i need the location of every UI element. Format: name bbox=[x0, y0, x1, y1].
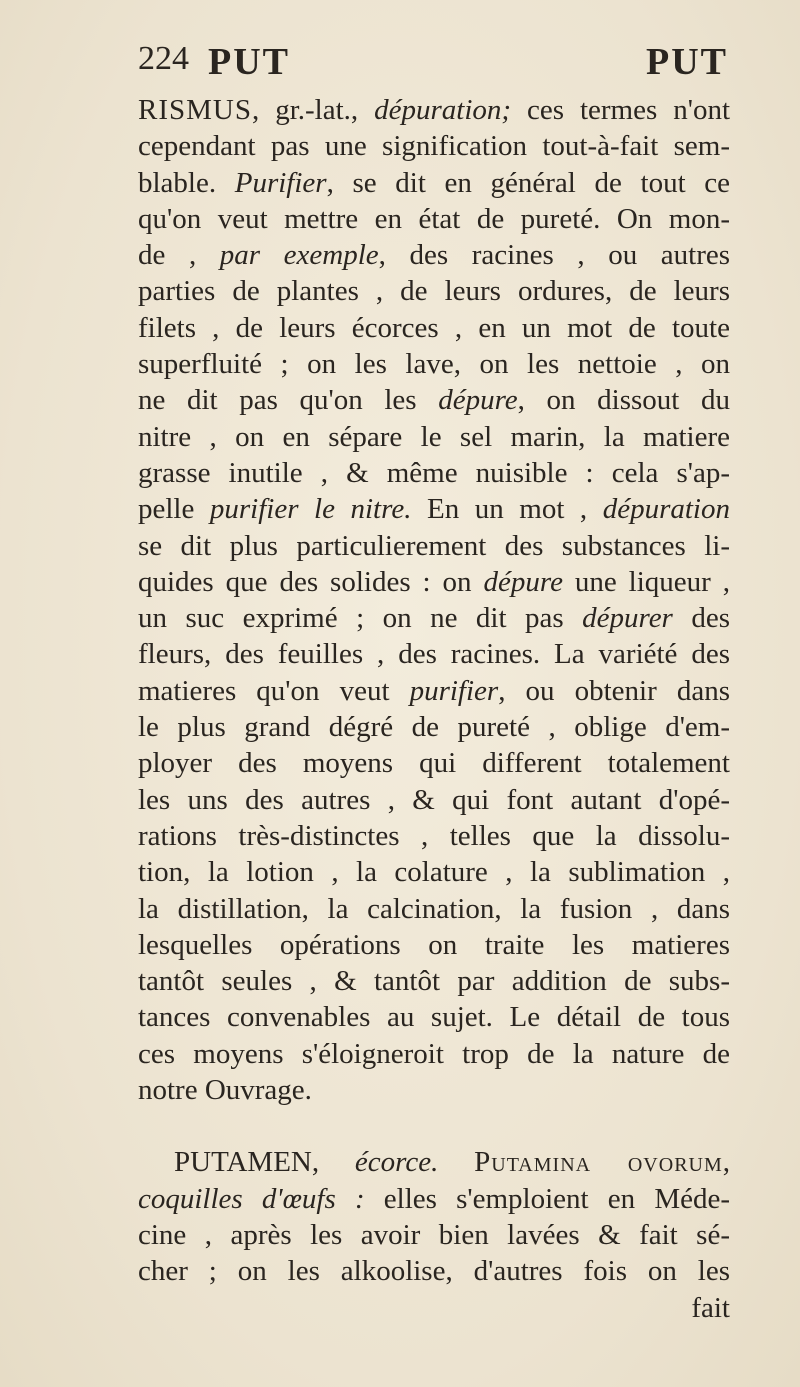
running-header bbox=[138, 40, 728, 92]
entry-headword: PUTAMEN, bbox=[174, 1146, 355, 1179]
text-line: ployer des moyens qui different totalement bbox=[138, 747, 730, 780]
text-line: coquilles d'œufs : elles s'emploient en Méde- bbox=[138, 1182, 731, 1215]
paragraph-rismus bbox=[138, 92, 730, 1108]
catchword: fait bbox=[691, 1291, 730, 1324]
text-line: PUTAMEN, écorce. Putamina ovorum, bbox=[174, 1146, 731, 1179]
text-line: blable. Purifier, se dit en général de tout ce bbox=[138, 166, 731, 199]
text-line: filets , de leurs écorces , en un mot de toute bbox=[138, 311, 730, 344]
right-running-head: PUT bbox=[646, 41, 728, 83]
text-line: nitre , on en sépare le sel marin, la matiere bbox=[138, 420, 730, 453]
text-line: tances convenables au sujet. Le détail de tous bbox=[138, 1001, 730, 1034]
text-line: ces moyens s'éloigneroit trop de la nature de bbox=[138, 1037, 730, 1070]
text-line: les uns des autres , & qui font autant d'opé- bbox=[138, 783, 730, 816]
text-line: quides que des solides : on dépure une liqueur , bbox=[138, 565, 731, 598]
page-number: 224 bbox=[138, 40, 189, 77]
text-line: pelle purifier le nitre. En un mot , dépuration bbox=[138, 493, 730, 526]
text-line: tantôt seules , & tantôt par addition de subs- bbox=[138, 965, 730, 998]
text-line: se dit plus particulierement des substances li- bbox=[138, 529, 730, 562]
text-line: ne dit pas qu'on les dépure, on dissout du bbox=[138, 384, 730, 417]
text-line: matieres qu'on veut purifier, ou obtenir dans bbox=[138, 674, 730, 707]
text-line: tion, la lotion , la colature , la sublimation , bbox=[138, 856, 730, 889]
text-line: RISMUS, gr.-lat., dépuration; ces termes n'ont bbox=[138, 94, 730, 126]
text-line: rations très-distinctes , telles que la dissolu- bbox=[138, 819, 730, 852]
text-line: lesquelles opérations on traite les matieres bbox=[138, 928, 730, 961]
text-line: de , par exemple, des racines , ou autres bbox=[138, 239, 731, 272]
text-line: un suc exprimé ; on ne dit pas dépurer des bbox=[138, 602, 730, 635]
text-line: cependant pas une signification tout-à-fait sem- bbox=[138, 130, 730, 163]
paragraph-putamen bbox=[138, 1144, 730, 1325]
text-line: grasse inutile , & même nuisible : cela s'ap- bbox=[138, 456, 730, 489]
text-line: la distillation, la calcination, la fusion , dans bbox=[138, 892, 730, 925]
text-line: cine , après les avoir bien lavées & fait sé- bbox=[138, 1218, 730, 1251]
text-line: superfluité ; on les lave, on les nettoie , on bbox=[138, 348, 730, 381]
left-running-head: PUT bbox=[208, 41, 290, 83]
text-line: parties de plantes , de leurs ordures, de leurs bbox=[138, 275, 730, 308]
text-line: cher ; on les alkoolise, d'autres fois on les bbox=[138, 1255, 730, 1288]
text-line: fleurs, des feuilles , des racines. La variété des bbox=[138, 638, 730, 671]
text-line: le plus grand dégré de pureté , oblige d'em- bbox=[138, 711, 730, 744]
body-text bbox=[138, 92, 730, 1326]
text-line: notre Ouvrage. bbox=[138, 1074, 312, 1107]
text-line: qu'on veut mettre en état de pureté. On mon- bbox=[138, 202, 730, 235]
